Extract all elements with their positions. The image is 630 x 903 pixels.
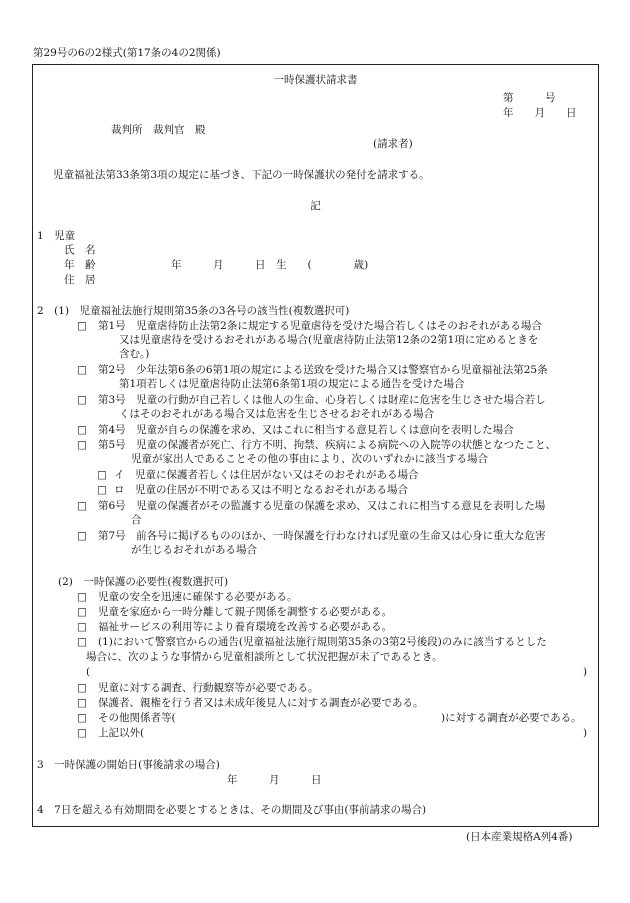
item-3-line: くはそのおそれがある場合又は危害を生じさせるおそれがある場合: [119, 408, 434, 420]
request-date: 年 月 日: [503, 107, 577, 119]
start-date: 年 月 日: [227, 774, 322, 786]
footer-note: (日本産業規格A列4番): [466, 831, 573, 843]
item-1-line: 含む。): [119, 348, 150, 360]
need-item: 福祉サービスの利用等により養育環境を改善する必要がある。: [98, 621, 392, 633]
checkbox[interactable]: □: [77, 621, 87, 633]
item-6-line: 合: [131, 514, 142, 526]
ki-label: 記: [310, 200, 321, 212]
checkbox[interactable]: □: [77, 320, 87, 332]
item-5-line: 第5号 児童の保護者が死亡、行方不明、拘禁、疾病による病院への入院等の状態となつたこと、: [98, 439, 557, 451]
item-7-line: 第7号 前各号に掲げるもののほか、一時保護を行わなければ児童の生命又は心身に重大な危害: [98, 530, 546, 542]
item-6-line: 第6号 児童の保護者がその監護する児童の保護を求め、又はこれに相当する意見を表明した場: [98, 500, 546, 512]
age-line: 年 月 日 生 ( 歳): [171, 259, 369, 271]
paren-close: ): [583, 666, 588, 678]
section4-heading: 4 7日を超える有効期間を必要とするときは、その期間及び事由(事前請求の場合): [37, 804, 427, 816]
requester-label: (請求者): [373, 138, 413, 150]
checkbox[interactable]: □: [77, 424, 87, 436]
item-4-line: 第4号 児童が自らの保護を求め、又はこれに相当する意見若しくは意向を表明した場合: [98, 424, 514, 436]
section2-2-heading: (2) 一時保護の必要性(複数選択可): [58, 576, 229, 588]
need-item: 児童に対する調査、行動観察等が必要である。: [98, 682, 319, 694]
item-5-i: イ 児童に保護者若しくは住居がない又はそのおそれがある場合: [114, 469, 419, 481]
checkbox[interactable]: □: [77, 682, 87, 694]
item-5-ro: ロ 児童の住居が不明である又は不明となるおそれがある場合: [114, 484, 408, 496]
name-label: 氏 名: [64, 244, 96, 256]
checkbox[interactable]: □: [77, 697, 87, 709]
item-7-line: が生じるおそれがある場合: [131, 544, 257, 556]
form-number: 第29号の6の2様式(第17条の4の2関係): [33, 47, 221, 59]
checkbox[interactable]: □: [77, 727, 87, 739]
checkbox[interactable]: □: [77, 394, 87, 406]
checkbox[interactable]: □: [77, 636, 87, 648]
checkbox[interactable]: □: [77, 606, 87, 618]
checkbox[interactable]: □: [77, 591, 87, 603]
age-label: 年 齢: [64, 259, 96, 271]
item-3-line: 第3号 児童の行動が自己若しくは他人の生命、心身若しくは財産に危害を生じさせた場合若し: [98, 394, 546, 406]
request-number: 第 号: [503, 92, 556, 104]
checkbox[interactable]: □: [77, 500, 87, 512]
checkbox[interactable]: □: [77, 439, 87, 451]
item-1-line: 第1号 児童虐待防止法第2条に規定する児童虐待を受けた場合若しくはそのおそれがある場合: [98, 320, 542, 332]
item-5-line: 児童が家出人であることその他の事由により、次のいずれかに該当する場合: [131, 453, 488, 465]
checkbox[interactable]: □: [77, 364, 87, 376]
checkbox[interactable]: □: [97, 469, 107, 481]
address-label: 住 居: [64, 274, 96, 286]
form-frame: [32, 64, 599, 827]
section1-heading: 1 児童: [37, 230, 76, 242]
need-item-cont: 場合に、次のような事情から児童相談所として状況把握が未了であるとき。: [86, 651, 443, 663]
others-close: )に対する調査が必要である。: [441, 712, 582, 724]
checkbox[interactable]: □: [77, 530, 87, 542]
other-close: ): [583, 727, 588, 739]
form-title: 一時保護状請求書: [273, 74, 358, 86]
paren-open: (: [86, 666, 91, 678]
item-2-line: 第1項若しくは児童虐待防止法第6条第1項の規定による通告を受けた場合: [119, 378, 465, 390]
other-label: 上記以外(: [98, 727, 145, 739]
item-2-line: 第2号 少年法第6条の6第1項の規定による送致を受けた場合又は警察官から児童福祉法第25条: [98, 364, 548, 376]
need-item: 児童を家庭から一時分離して親子関係を調整する必要がある。: [98, 606, 392, 618]
intro-text: 児童福祉法第33条第3項の規定に基づき、下記の一時保護状の発付を請求する。: [53, 169, 430, 181]
checkbox[interactable]: □: [77, 712, 87, 724]
section3-heading: 3 一時保護の開始日(事後請求の場合): [37, 759, 220, 771]
need-item: (1)において警察官からの通告(児童福祉法施行規則第35条の3第2号後段)のみに該当するとした: [98, 636, 547, 648]
checkbox[interactable]: □: [97, 484, 107, 496]
section2-1-heading: 2 (1) 児童福祉法施行規則第35条の3各号の該当性(複数選択可): [37, 305, 350, 317]
need-item: 保護者、親権を行う者又は未成年後見人に対する調査が必要である。: [98, 697, 424, 709]
need-item: 児童の安全を迅速に確保する必要がある。: [98, 591, 298, 603]
item-1-line: 又は児童虐待を受けるおそれがある場合(児童虐待防止法第12条の2第1項に定めるときを: [119, 334, 539, 346]
addressee: 裁判所 裁判官 殿: [111, 124, 206, 136]
need-item: その他関係者等(: [98, 712, 176, 724]
